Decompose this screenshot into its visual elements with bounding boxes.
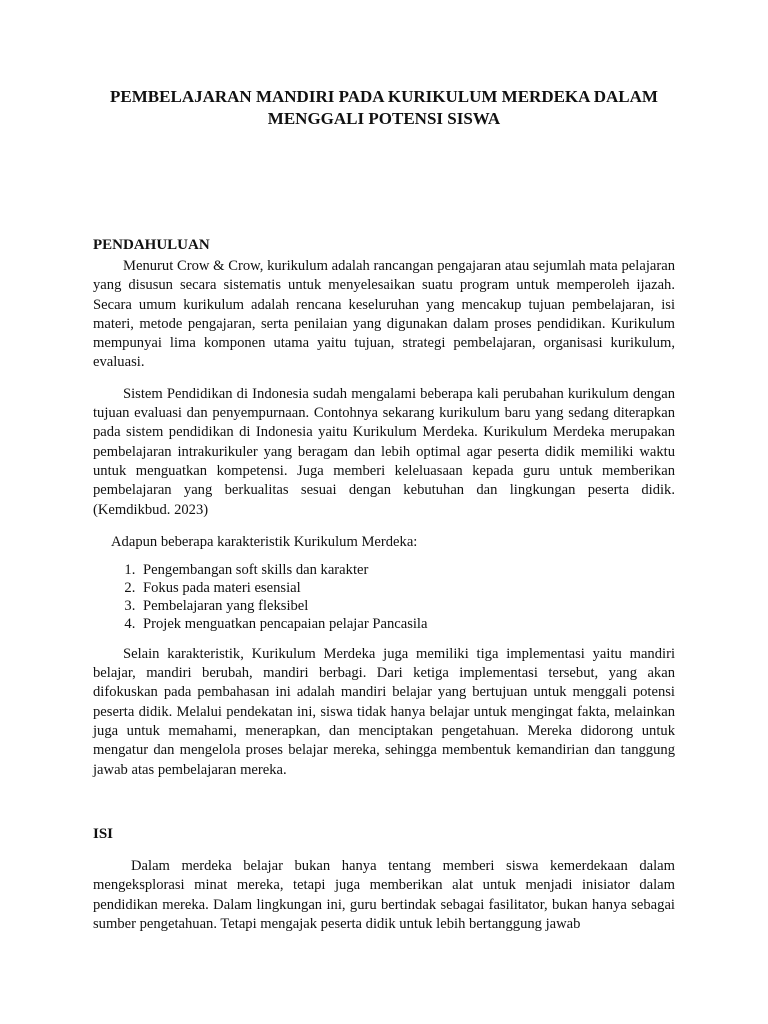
intro-paragraph-3: Selain karakteristik, Kurikulum Merdeka juga memiliki tiga implementasi yaitu mandiri belajar, mandiri berubah, mandiri berbagi. Dari ketiga implementasi tersebut, yang akan difokuskan pada pembahasan ini adalah mandiri belajar yang bertujuan untuk menggali potensi peserta didik. Melalui pendekatan ini, siswa tidak hanya belajar untuk mengingat fakta, melainkan juga untuk memahami, menerapkan, dan menciptakan pengetahuan. Mereka didorong untuk mengatur dan mengelola proses belajar mereka, sehingga membentuk kemandirian dan tanggung jawab atas pembelajaran mereka. bbox=[93, 645, 675, 778]
list-item: 1. Pengembangan soft skills dan karakter bbox=[139, 561, 675, 579]
traits-lead: Adapun beberapa karakteristik Kurikulum Merdeka: bbox=[111, 533, 418, 550]
traits-list bbox=[93, 561, 675, 633]
intro-paragraph-1: Menurut Crow & Crow, kurikulum adalah rancangan pengajaran atau sejumlah mata pelajaran yang disusun secara sistematis untuk menyelesaikan suatu program untuk memperoleh ijazah. Secara umum kurikulum adalah rencana keseluruhan yang mencakup tujuan pembelajaran, isi materi, metode pengajaran, serta penilaian yang digunakan dalam proses pendidikan. Kurikulum mempunyai lima komponen utama yaitu tujuan, strategi pembelajaran, organisasi kurikulum, evaluasi. bbox=[93, 258, 675, 371]
document-page bbox=[93, 86, 675, 934]
list-item: 2. Fokus pada materi esensial bbox=[139, 579, 675, 597]
document-title-line-2: MENGGALI POTENSI SISWA bbox=[267, 109, 501, 128]
intro-heading: PENDAHULUAN bbox=[93, 237, 210, 253]
document-title-line-1: PEMBELAJARAN MANDIRI PADA KURIKULUM MERDEKA DALAM bbox=[110, 87, 658, 106]
list-item: 3. Pembelajaran yang fleksibel bbox=[139, 597, 675, 615]
document-title bbox=[93, 86, 675, 130]
content-paragraph-1: Dalam merdeka belajar bukan hanya tentang memberi siswa kemerdekaan dalam mengeksplorasi minat mereka, tetapi juga memberikan alat untuk menjadi inisiator dalam pendidikan mereka. Dalam lingkungan ini, guru bertindak sebagai fasilitator, bukan hanya sebagai sumber pengetahuan. Tetapi mengajak peserta didik untuk lebih bertanggung jawab bbox=[93, 857, 675, 932]
content-heading: ISI bbox=[93, 825, 114, 842]
intro-paragraph-2: Sistem Pendidikan di Indonesia sudah mengalami beberapa kali perubahan kurikulum dengan tujuan evaluasi dan penyempurnaan. Contohnya sekarang kurikulum baru yang sedang diterapkan pada sistem pendidikan di Indonesia yaitu Kurikulum Merdeka. Kurikulum Merdeka merupakan pembelajaran intrakurikuler yang beragam dan lebih optimal agar peserta didik memiliki waktu untuk menguatkan kompetensi. Juga memberi keleluasaan kepada guru untuk memberikan pembelajaran yang berkualitas sesuai dengan kebutuhan dan lingkungan peserta didik. (Kemdikbud. 2023) bbox=[93, 385, 675, 518]
list-item: 4. Projek menguatkan pencapaian pelajar Pancasila bbox=[139, 615, 675, 633]
